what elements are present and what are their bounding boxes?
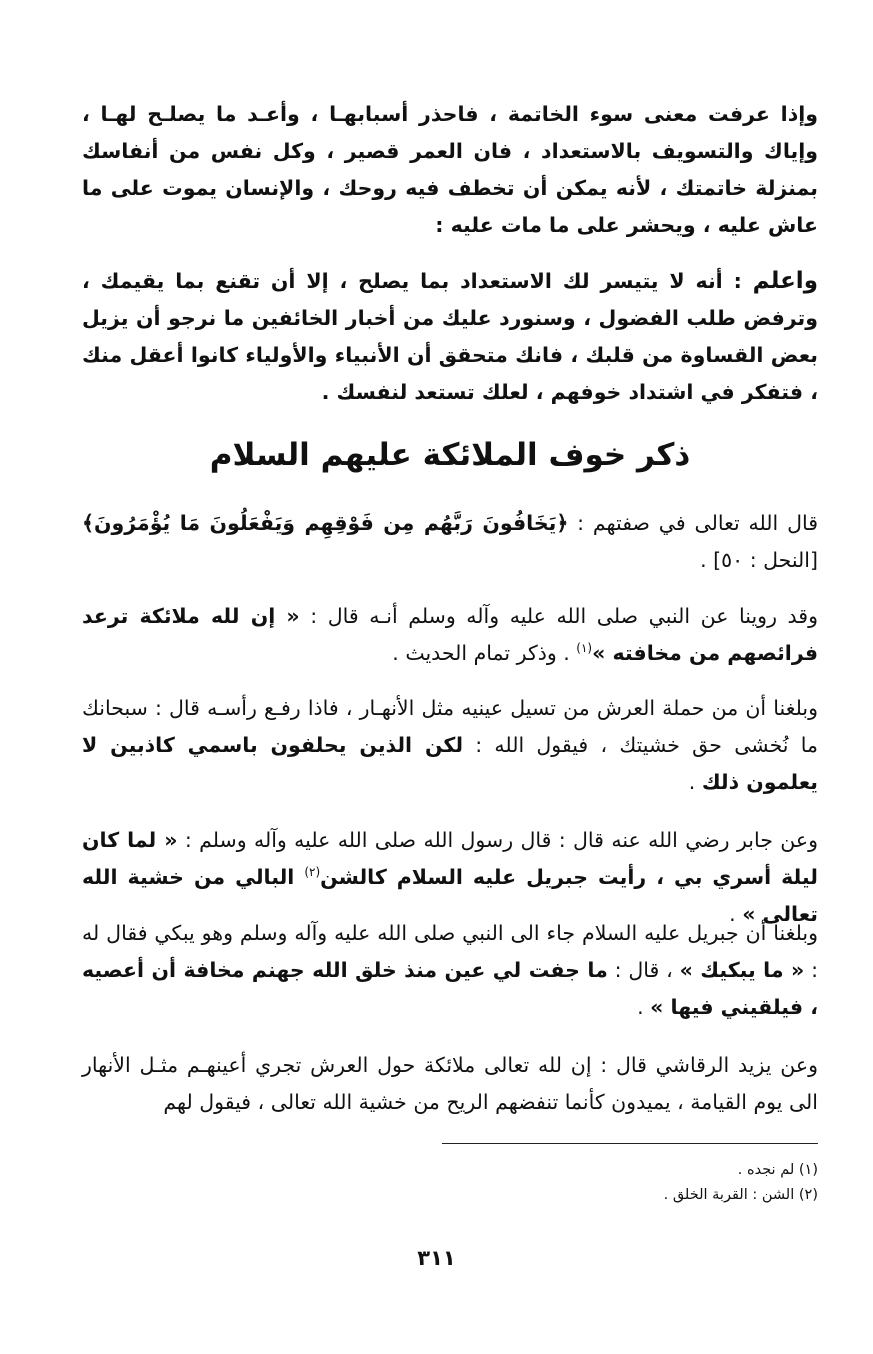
section-heading: ذكر خوف الملائكة عليهم السلام xyxy=(209,437,691,473)
quote-answer: ما جفت لي عين منذ خلق الله جهنم مخافة أن أعصيه ، فيلقيني فيها » xyxy=(82,958,818,1019)
paragraph-quran xyxy=(82,505,818,579)
paragraph-text: وعن يزيد الرقاشي قال : إن لله تعالى ملائكة حول العرش تجري أعينهـم مثـل الأنهار الى يوم القيامة ، يميدون كأنما تنفضهم الريح من خشية الله تعالى ، فيقول لهم xyxy=(82,1053,818,1114)
paragraph-intro: وعن جابر رضي الله عنه قال : قال رسول الله صلى الله عليه وآله وسلم : xyxy=(177,828,818,852)
paragraph-jibril xyxy=(82,915,818,1026)
footnote-1: (١) لم نجده . xyxy=(737,1162,818,1178)
hadith-quote-part2: البالي من خشية الله تعالى » xyxy=(82,865,818,926)
paragraph-mid: ، قال : xyxy=(607,958,680,982)
divine-saying: لكن الذين يحلفون باسمي كاذبين لا يعلمون ذلك xyxy=(82,733,818,794)
paragraph-text: : أنه لا يتيسر لك الاستعداد بما يصلح ، إلا أن تقنع بما يقيمك ، وترفض طلب الفضول ، وسنورد عليك من أخبار الخائفين ما نرجو أن يزيل بعض القساوة من قلبك ، فانك متحقق أن الأنبياء والأولياء كانوا أعقل منك ، فتفكر في اشتداد خوفهم ، لعلك تستعد لنفسك . xyxy=(82,269,818,404)
paragraph-intro: قال الله تعالى في صفتهم : xyxy=(568,511,819,535)
paragraph-intro: وقد روينا عن النبي صلى الله عليه وآله وسلم أنـه قال : xyxy=(299,604,819,628)
footnote-divider xyxy=(442,1143,818,1144)
paragraph-lead-word: واعلم xyxy=(752,268,818,294)
paragraph-intro: وبلغنا أن من حملة العرش من تسيل عينيه مثل الأنهـار ، فاذا رفـع رأسـه قال : سبحانك ما نُخشى حق خشيتك ، فيقول الله : xyxy=(82,696,818,757)
footnote-2: (٢) الشن : القربة الخلق . xyxy=(663,1187,818,1203)
paragraph-outro: . وذكر تمام الحديث . xyxy=(392,641,577,665)
paragraph-intro: وبلغنا أن جبريل عليه السلام جاء الى النبي صلى الله عليه وآله وسلم وهو يبكي فقال له : xyxy=(82,921,819,982)
paragraph-bad-ending xyxy=(82,96,818,244)
footnote-marker[interactable]: (١) xyxy=(576,641,593,656)
paragraph-raqashi xyxy=(82,1047,818,1121)
paragraph-outro: . xyxy=(688,770,702,794)
footnote-marker[interactable]: (٢) xyxy=(304,865,321,880)
paragraph-outro: . xyxy=(729,902,743,926)
paragraph-hadith-1 xyxy=(82,598,818,672)
paragraph-outro: . xyxy=(637,995,651,1019)
paragraph-text: وإذا عرفت معنى سوء الخاتمة ، فاحذر أسبابهـا ، وأعـد ما يصلـح لهـا ، وإياك والتسويف بالاستعداد ، فان العمر قصير ، وكل نفس من أنفاسك بمنزلة خاتمتك ، لأنه يمكن أن تخطف فيه روحك ، والإنسان يموت على ما عاش عليه ، ويحشر على ما مات عليه : xyxy=(82,102,818,237)
paragraph-throne-bearers xyxy=(82,690,818,801)
verse-reference: [النحل : ٥٠] . xyxy=(700,548,818,572)
paragraph-know xyxy=(82,263,818,411)
page-number: ٣١١ xyxy=(417,1246,456,1270)
hadith-quote: « إن لله ملائكة ترعد فرائصهم من مخافته » xyxy=(82,604,818,665)
quote-question: « ما يبكيك » xyxy=(679,958,805,982)
quran-verse: ﴿يَخَافُونَ رَبَّهُم مِن فَوْقِهِم وَيَفْعَلُونَ مَا يُؤْمَرُونَ﴾ xyxy=(82,511,569,535)
hadith-quote-part1: « لما كان ليلة أسري بي ، رأيت جبريل عليه السلام كالشن xyxy=(82,828,818,889)
